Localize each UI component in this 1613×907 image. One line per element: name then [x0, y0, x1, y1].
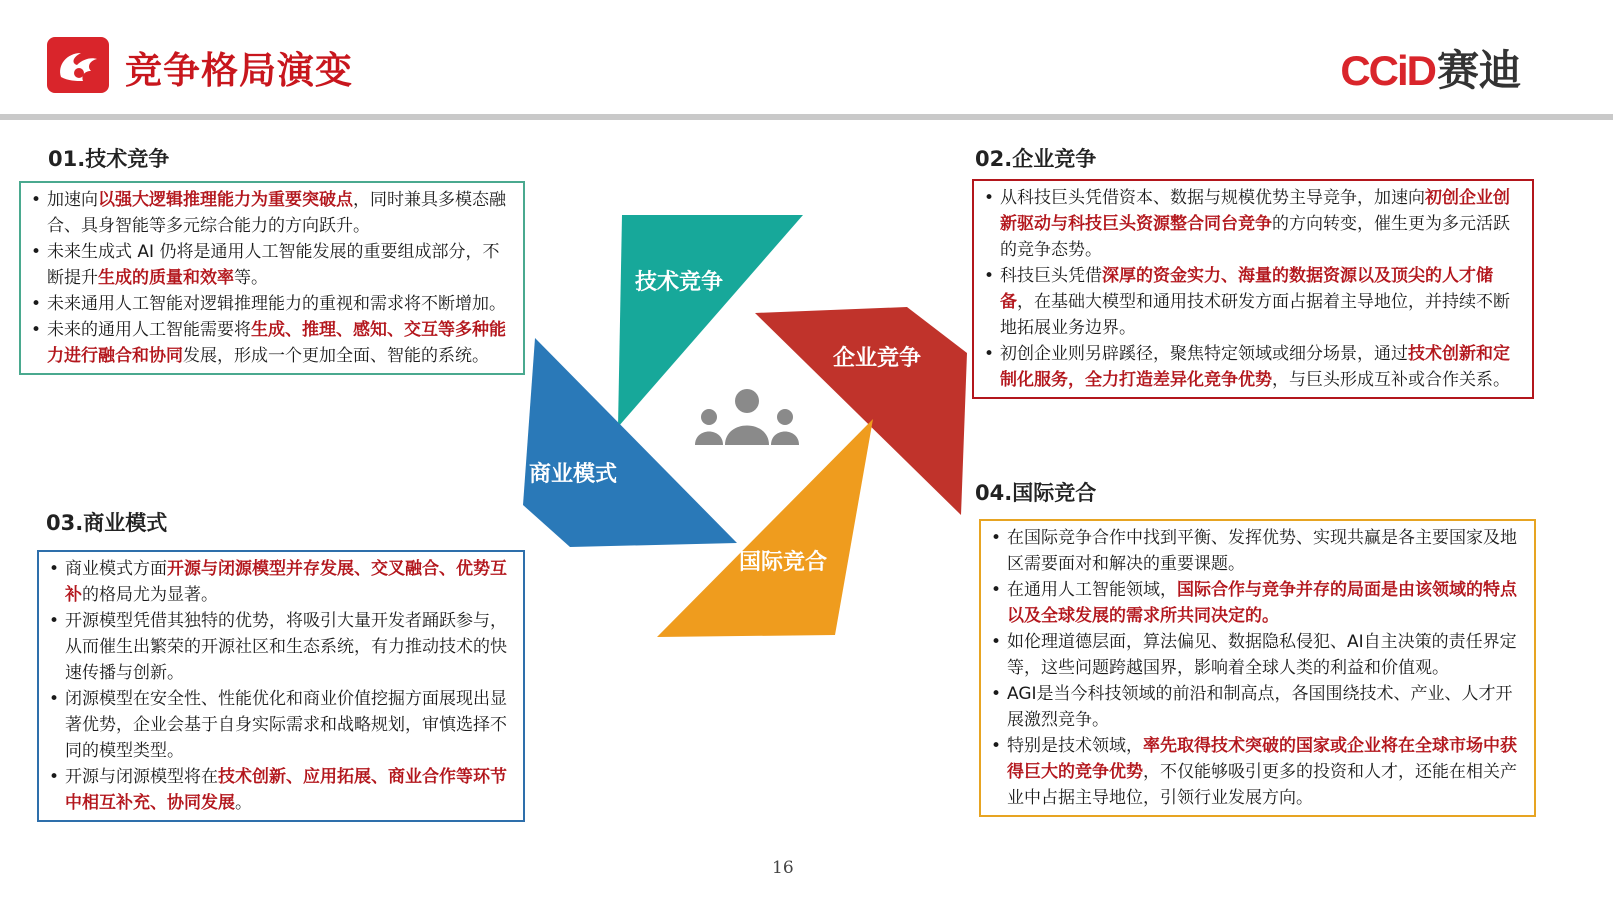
body-text: 等。	[234, 268, 268, 288]
people-icon	[695, 389, 799, 445]
body-text: 如伦理道德层面，算法偏见、数据隐私侵犯、AI自主决策的责任界定等，这些问题跨越国界，影响着全球人类的利益和价值观。	[1007, 632, 1517, 678]
body-text: 在通用人工智能领域，	[1007, 580, 1177, 600]
report-logo	[47, 37, 109, 93]
body-text: 初创企业则另辟蹊径，聚焦特定领域或细分场景，通过	[1000, 344, 1408, 364]
section-title-international: 04.国际竞合	[975, 481, 1097, 505]
body-text: ，不仅能够吸引更多的投资和人才，还能在相关产业中占据主导地位，引领行业发展方向。	[1007, 762, 1517, 808]
header-divider	[0, 114, 1613, 120]
bullet-item	[991, 525, 1524, 577]
body-text: 。	[235, 793, 252, 813]
panel-international	[979, 519, 1536, 817]
highlighted-text: 深厚的资金实力、海量的数据资源以及顶尖的人才储备	[1000, 266, 1493, 312]
bullet-item	[991, 681, 1524, 733]
bullet-item	[984, 341, 1522, 393]
bullet-item	[49, 608, 513, 686]
body-text: 开源与闭源模型将在	[65, 767, 218, 787]
body-text: 加速向	[47, 190, 98, 210]
highlighted-text: 率先取得技术突破的国家或企业将在全球市场中获得巨大的竞争优势	[1007, 736, 1517, 782]
body-text: 闭源模型在安全性、性能优化和商业价值挖掘方面展现出显著优势，企业会基于自身实际需求和战略规划，审慎选择不同的模型类型。	[65, 689, 507, 761]
body-text: 在国际竞争合作中找到平衡、发挥优势、实现共赢是各主要国家及地区需要面对和解决的重要课题。	[1007, 528, 1517, 574]
body-text: 未来生成式 AI 仍将是通用人工智能发展的重要组成部分，不断提升	[47, 242, 500, 288]
bullet-item	[31, 317, 513, 369]
highlighted-text: 技术创新、应用拓展、商业合作等环节中相互补充、协同发展	[65, 767, 507, 813]
bullet-item	[991, 733, 1524, 811]
bullet-list	[991, 525, 1524, 811]
body-text: ，在基础大模型和通用技术研发方面占据着主导地位，并持续不断地拓展业务边界。	[1000, 292, 1510, 338]
flame-logo-icon	[47, 37, 109, 93]
highlighted-text: 国际合作与竞争并存的局面是由该领域的特点以及全球发展的需求所共同决定的。	[1007, 580, 1517, 626]
highlighted-text: 生成的质量和效率	[98, 268, 234, 288]
blade-label-tech: 技术竞争	[635, 270, 724, 295]
body-text: 未来的通用人工智能需要将	[47, 320, 251, 340]
body-text: 的方向转变，催生更为多元活跃的竞争态势。	[1000, 214, 1510, 260]
body-text: ，与巨头形成互补或合作关系。	[1272, 370, 1510, 390]
bullet-item	[991, 577, 1524, 629]
highlighted-text: 开源与闭源模型并存发展、交叉融合、优势互补	[65, 559, 507, 605]
bullet-item	[49, 556, 513, 608]
bullet-item	[49, 686, 513, 764]
body-text: 开源模型凭借其独特的优势，将吸引大量开发者踊跃参与，从而催生出繁荣的开源社区和生态系统，有力推动技术的快速传播与创新。	[65, 611, 507, 683]
highlighted-text: 生成、推理、感知、交互等多种能力进行融合和协同	[47, 320, 506, 366]
bullet-item	[991, 629, 1524, 681]
bullet-item	[31, 187, 513, 239]
highlighted-text: 技术创新和定制化服务，全力打造差异化竞争优势	[1000, 344, 1510, 390]
blade-label-business: 商业模式	[529, 462, 618, 487]
body-text: 从科技巨头凭借资本、数据与规模优势主导竞争，加速向	[1000, 188, 1425, 208]
blade-label-enterprise: 企业竞争	[833, 346, 922, 371]
bullet-list	[31, 187, 513, 369]
bullet-item	[31, 239, 513, 291]
section-title-enterprise: 02.企业竞争	[975, 147, 1097, 171]
section-title-tech: 01.技术竞争	[48, 147, 170, 171]
bullet-list	[49, 556, 513, 816]
brand-cn: 赛迪	[1436, 46, 1521, 95]
bullet-item	[984, 263, 1522, 341]
bullet-item	[984, 185, 1522, 263]
body-text: 的格局尤为显著。	[82, 585, 218, 605]
body-text: AGI是当今科技领域的前沿和制高点，各国围绕技术、产业、人才开展激烈竞争。	[1007, 684, 1513, 730]
blade-label-international: 国际竞合	[739, 550, 828, 575]
section-title-business: 03.商业模式	[46, 511, 168, 535]
body-text: ，同时兼具多模态融合、具身智能等多元综合能力的方向跃升。	[47, 190, 506, 236]
body-text: 商业模式方面	[65, 559, 167, 579]
panel-tech	[19, 181, 525, 375]
panel-enterprise	[972, 179, 1534, 399]
page-number: 16	[772, 858, 794, 878]
bullet-item	[31, 291, 513, 317]
bullet-list	[984, 185, 1522, 393]
highlighted-text: 初创企业创新驱动与科技巨头资源整合同台竞争	[1000, 188, 1510, 234]
panel-business	[37, 550, 525, 822]
page-title: 竞争格局演变	[125, 49, 353, 92]
bullet-item	[49, 764, 513, 816]
body-text: 未来通用人工智能对逻辑推理能力的重视和需求将不断增加。	[47, 294, 506, 314]
highlighted-text: 以强大逻辑推理能力为重要突破点	[98, 190, 353, 210]
pinwheel-diagram	[515, 205, 975, 645]
body-text: 科技巨头凭借	[1000, 266, 1102, 286]
brand-latin: CCiD	[1340, 47, 1435, 94]
body-text: 特别是技术领域，	[1007, 736, 1143, 756]
brand-logo	[1340, 38, 1521, 98]
body-text: 发展，形成一个更加全面、智能的系统。	[183, 346, 489, 366]
